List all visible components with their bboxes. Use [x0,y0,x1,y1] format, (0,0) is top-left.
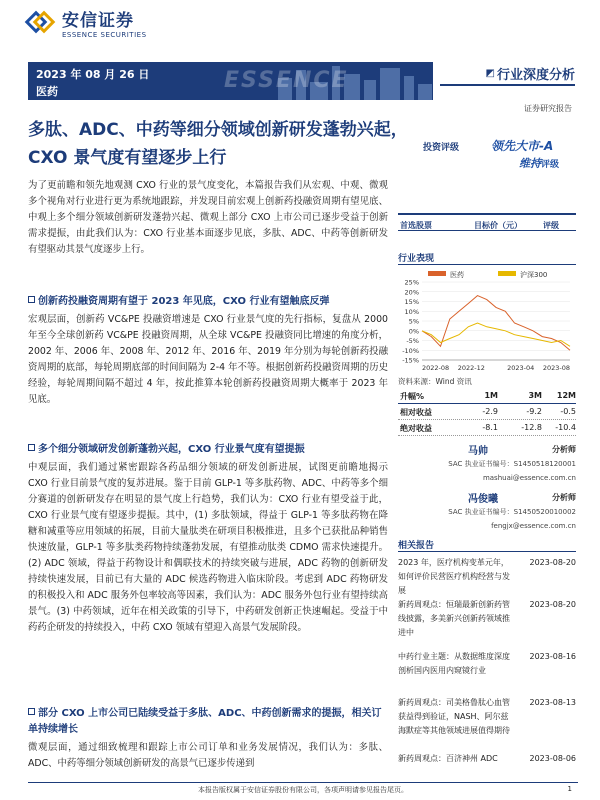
performance-chart [398,268,576,374]
bullet-icon [28,708,35,715]
report-type [440,62,575,86]
brand-logo [28,6,147,39]
section-head-3: 部分 CXO 上市公司已陆续受益于多肽、ADC、中药创新需求的提振，相关订单持续增长 [28,708,382,735]
section-head-1: 创新药投融资周期有望于 2023 年见底，CXO 行业有望触底反弹 [28,294,390,310]
brand-name-en: ESSENCE SECURITIES [62,31,147,39]
section-head-2: 多个细分领域研发创新蓬勃兴起，CXO 行业景气度有望提振 [28,442,390,458]
legend-swatch [428,271,446,276]
analyst-email[interactable]: fengjx@essence.com.cn [491,522,576,530]
performance-table [398,388,576,436]
bullet-icon [28,296,35,303]
bullet-icon [28,444,35,451]
y-tick-label: 25% [404,278,419,287]
performance-heading: 行业表现 [398,251,576,265]
logo-mark-icon [28,10,54,36]
analyst-name: 马帅 [468,446,488,457]
table-row: 相对收益 -2.9 -9.2 -0.5 [398,404,576,420]
related-report-item[interactable]: 2023 年，医疗机构变革元年，如何评价民营医疗机构经营与发展 2023-08-20 [398,558,576,595]
banner-watermark: ESSENCE [224,68,349,93]
rating-value: 领先大市-A [491,139,554,153]
report-title: 多肽、ADC、中药等细分领域创新研发蓬勃兴起，CXO 景气度有望逐步上行 [28,120,408,168]
y-tick-label: 5% [408,317,419,326]
related-reports-heading: 相关报告 [398,538,576,552]
y-tick-label: 15% [404,298,419,306]
header-banner [28,62,433,100]
brand-name-cn: 安信证券 [62,11,134,31]
analyst-role: 分析师 [552,445,576,454]
analyst-email[interactable]: mashuai@essence.com.cn [482,474,576,482]
report-type-label: 行业深度分析 [496,67,575,83]
y-tick-label: 0% [408,327,419,336]
related-report-item[interactable]: 新药周观点：百济神州 ADC 2023-08-06 [398,754,576,763]
x-tick-label: 2023-04 [507,364,535,372]
report-type-icon: ◩ [485,67,495,79]
section-body-3: 微观层面，通过细致梳理和跟踪上市公司订单和业务发展情况，我们认为：多肽、ADC、中药等细分领域创新研发的高景气已逐步传递到 [28,742,388,769]
x-tick-label: 2022-08 [422,364,450,372]
chart-source: 资料来源：Wind 资讯 [398,377,472,386]
footer-disclaimer: 本报告版权属于安信证券股份有限公司，各项声明请参见报告尾页。 [198,786,408,794]
report-date: 2023 年 08 月 26 日 [36,68,150,81]
legend-label: 沪深300 [520,271,548,279]
y-tick-label: -15% [402,356,419,365]
related-report-item[interactable]: 中药行业主题：从数据维度深度剖析国内医用内窥镜行业 2023-08-16 [398,652,576,675]
report-sector: 医药 [36,85,58,98]
report-subtype: 证券研究报告 [524,104,572,113]
analyst-sac: SAC 执业证书编号：S1450520010002 [448,508,576,516]
analyst-role: 分析师 [552,493,576,502]
x-tick-label: 2022-12 [457,364,485,372]
legend-label: 医药 [450,271,464,279]
y-tick-label: -10% [402,346,419,355]
section-body-1: 宏观层面，创新药 VC&PE 投融资增速是 CXO 行业景气度的先行指标，复盘从 2000 年至今全球创新药 VC&PE 投融资周期，从全球 VC&PE 投融资同比增速的角度分析，2002 年、2006 年、2008 年、2012 年、2016 年、2019 年分别为每轮创新药投融资周期的底部，每轮周期底部的时间间隔为 2-4 年不等。根据创新药投融资周期的历史经验，每轮周期间隔不超过 4 年，按此推算本轮创新药投融资周期大概率于 2023 年见底。 [28,314,388,405]
rating-status: 维持评级 [519,157,560,170]
table-header-row: 升幅% 1M 3M 12M [398,388,576,404]
footer-divider [28,782,578,783]
x-tick-label: 2023-08 [542,364,570,372]
y-tick-label: 10% [404,307,419,316]
y-tick-label: 20% [404,288,419,297]
intro-paragraph: 为了更前瞻和领先地观测 CXO 行业的景气度变化，本篇报告我们从宏观、中观、微观多个视角对行业进行更为系统地跟踪，并发现目前宏观上创新药投融资周期有望见底、中观上多个细分领域创新研发蓬勃兴起、微观上部分 CXO 上市公司已逐步受益于创新需求提振，由此我们认为：CXO 行业基本面逐步见底，多肽、ADC、中药等创新研发有望驱动其景气度逐步上行。 [28,180,388,255]
table-row: 绝对收益 -8.1 -12.8 -10.4 [398,420,576,436]
y-tick-label: -5% [406,337,419,345]
related-report-item[interactable]: 新药周观点：司美格鲁肽心血管获益得到验证，NASH、阿尔兹海默症等其他领域进展值得期待 2023-08-13 [398,698,576,735]
analyst-name: 冯俊曦 [468,494,498,505]
legend-swatch [498,271,516,276]
analyst-sac: SAC 执业证书编号：S1450518120001 [448,460,576,468]
page-number: 1 [567,785,572,793]
related-report-item[interactable]: 新药周观点：恒瑞最新创新药管线披露，多美新兴创新药领域推进中 2023-08-20 [398,600,576,637]
section-body-2: 中观层面，我们通过紧密跟踪各药品细分领域的研发创新进展，试图更前瞻地揭示 CXO 行业目前景气度的复苏进展。鉴于目前 GLP-1 等多肽药物、ADC、中药等多个细分赛道的创新研发存在明显的景气度上行趋势，我们认为：CXO 行业有望受益于此，CXO 行业景气度有望逐步提振。其中，(1) 多肽领域，得益于 GLP-1 等多肽药物在降糖和减重等应用领域的拓展，目前大量肽类在研项目积极推进，且多个已获批品种销售快速放量，GLP-1 等多肽类药物持续蓬勃发展，有望推动肽类 CDMO 需求快速提升。(2) ADC 领域，得益于药物设计和偶联技术的持续突破与进展，ADC 药物的创新研发持续快速发展，目前已有大量的 ADC 候选药物进入临床阶段。考虑到 ADC 药物研发的积极投入和 ADC 服务外包率较高等因素，我们认为：ADC 服务外包行业有望持续高景气。(3) 中药领域，近年在相关政策的引导下，中药研发创新正快速崛起。受益于中药药企研发的持续投入，中药 CXO 领域有望迎入高景气发展阶段。 [28,462,388,633]
preferred-stock-header: 首选股票 目标价（元） 评级 [398,213,576,231]
rating-label: 投资评级 [423,143,460,153]
